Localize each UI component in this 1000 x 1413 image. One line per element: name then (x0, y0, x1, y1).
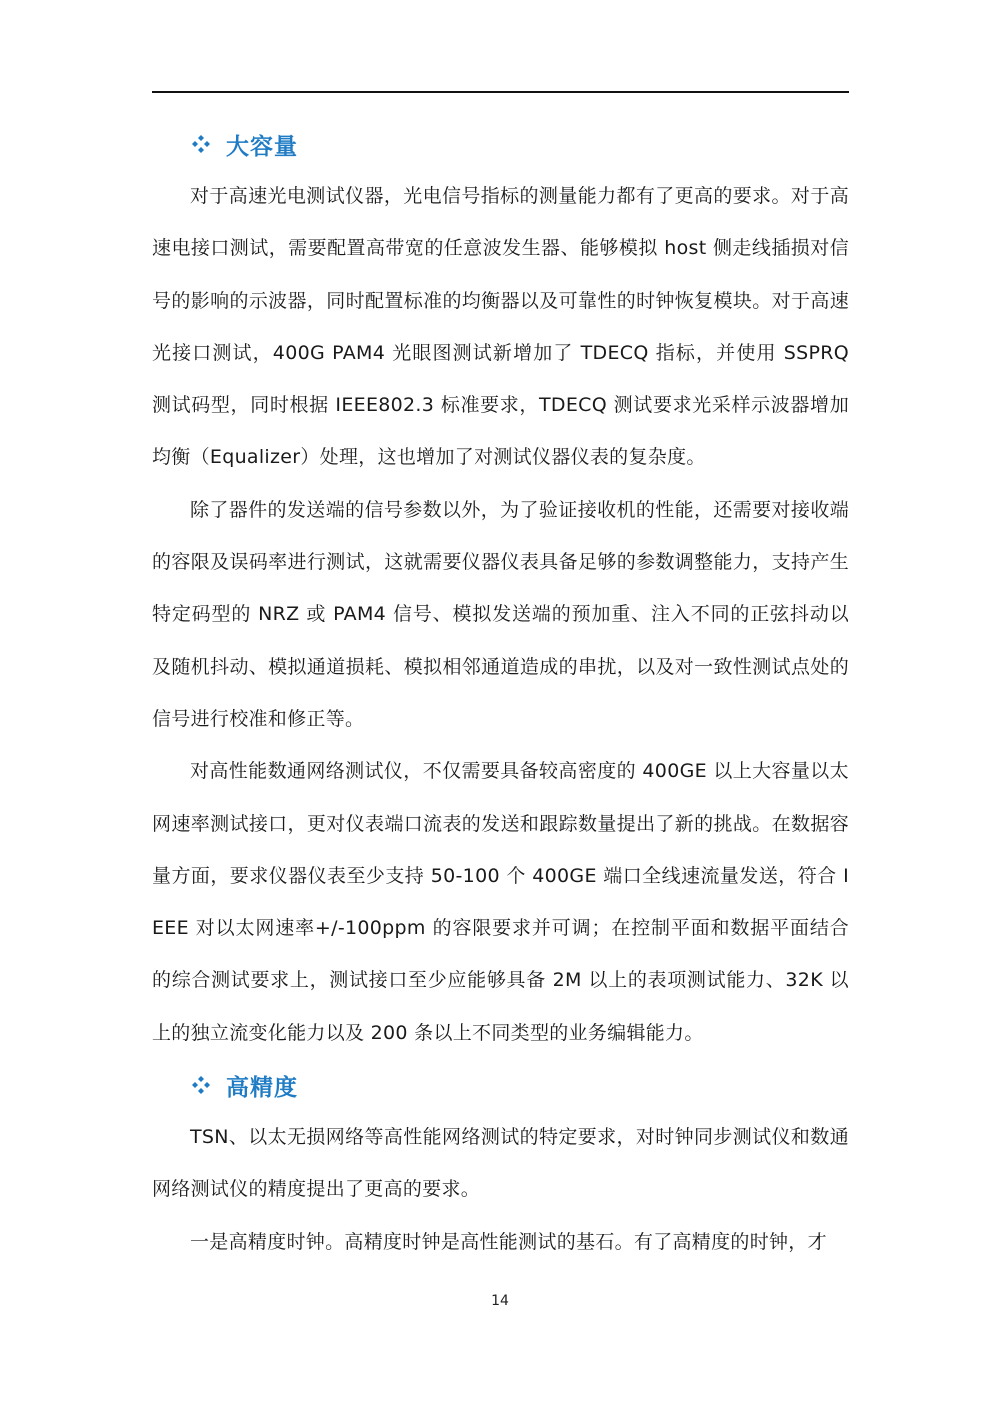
paragraph: 除了器件的发送端的信号参数以外，为了验证接收机的性能，还需要对接收端的容限及误码率进行测试，这就需要仪器仪表具备足够的参数调整能力，支持产生特定码型的 NRZ 或 PAM4 信号、模拟发送端的预加重、注入不同的正弦抖动以及随机抖动、模拟通道损耗、模拟相邻通道造成的串扰，以及对一致性测试点处的信号进行校准和修正等。 (152, 498, 849, 730)
paragraph: 对高性能数通网络测试仪，不仅需要具备较高密度的 400GE 以上大容量以太网速率测试接口，更对仪表端口流表的发送和跟踪数量提出了新的挑战。在数据容量方面，要求仪器仪表至少支持 50-100 个 400GE 端口全线速流量发送，符合 IEEE 对以太网速率+/-100ppm 的容限要求并可调；在控制平面和数据平面结合的综合测试要求上，测试接口至少应能够具备 2M 以上的表项测试能力、32K 以上的独立流变化能力以及 200 条以上不同类型的业务编辑能力。 (152, 760, 849, 1044)
page-content (152, 118, 849, 1268)
diamond-cluster-icon (192, 135, 210, 153)
section-heading-precision (152, 1059, 849, 1111)
paragraph: 对于高速光电测试仪器，光电信号指标的测量能力都有了更高的要求。对于高速电接口测试，需要配置高带宽的任意波发生器、能够模拟 host 侧走线插损对信号的影响的示波器，同时配置标准的均衡器以及可靠性的时钟恢复模块。对于高速光接口测试，400G PAM4 光眼图测试新增加了 TDECQ 指标，并使用 SSPRQ 测试码型，同时根据 IEEE802.3 标准要求，TDECQ 测试要求光采样示波器增加均衡（Equalizer）处理，这也增加了对测试仪器仪表的复杂度。 (152, 185, 849, 469)
header-rule (152, 91, 849, 93)
paragraph: TSN、以太无损网络等高性能网络测试的特定要求，对时钟同步测试仪和数通网络测试仪的精度提出了更高的要求。 (152, 1126, 849, 1201)
section-heading-text: 大容量 (226, 133, 298, 160)
page-number: 14 (491, 1293, 509, 1309)
section-heading-capacity (152, 118, 849, 170)
paragraph: 一是高精度时钟。高精度时钟是高性能测试的基石。有了高精度的时钟，才 (190, 1230, 827, 1253)
diamond-cluster-icon (192, 1076, 210, 1094)
section-heading-text: 高精度 (226, 1074, 298, 1101)
